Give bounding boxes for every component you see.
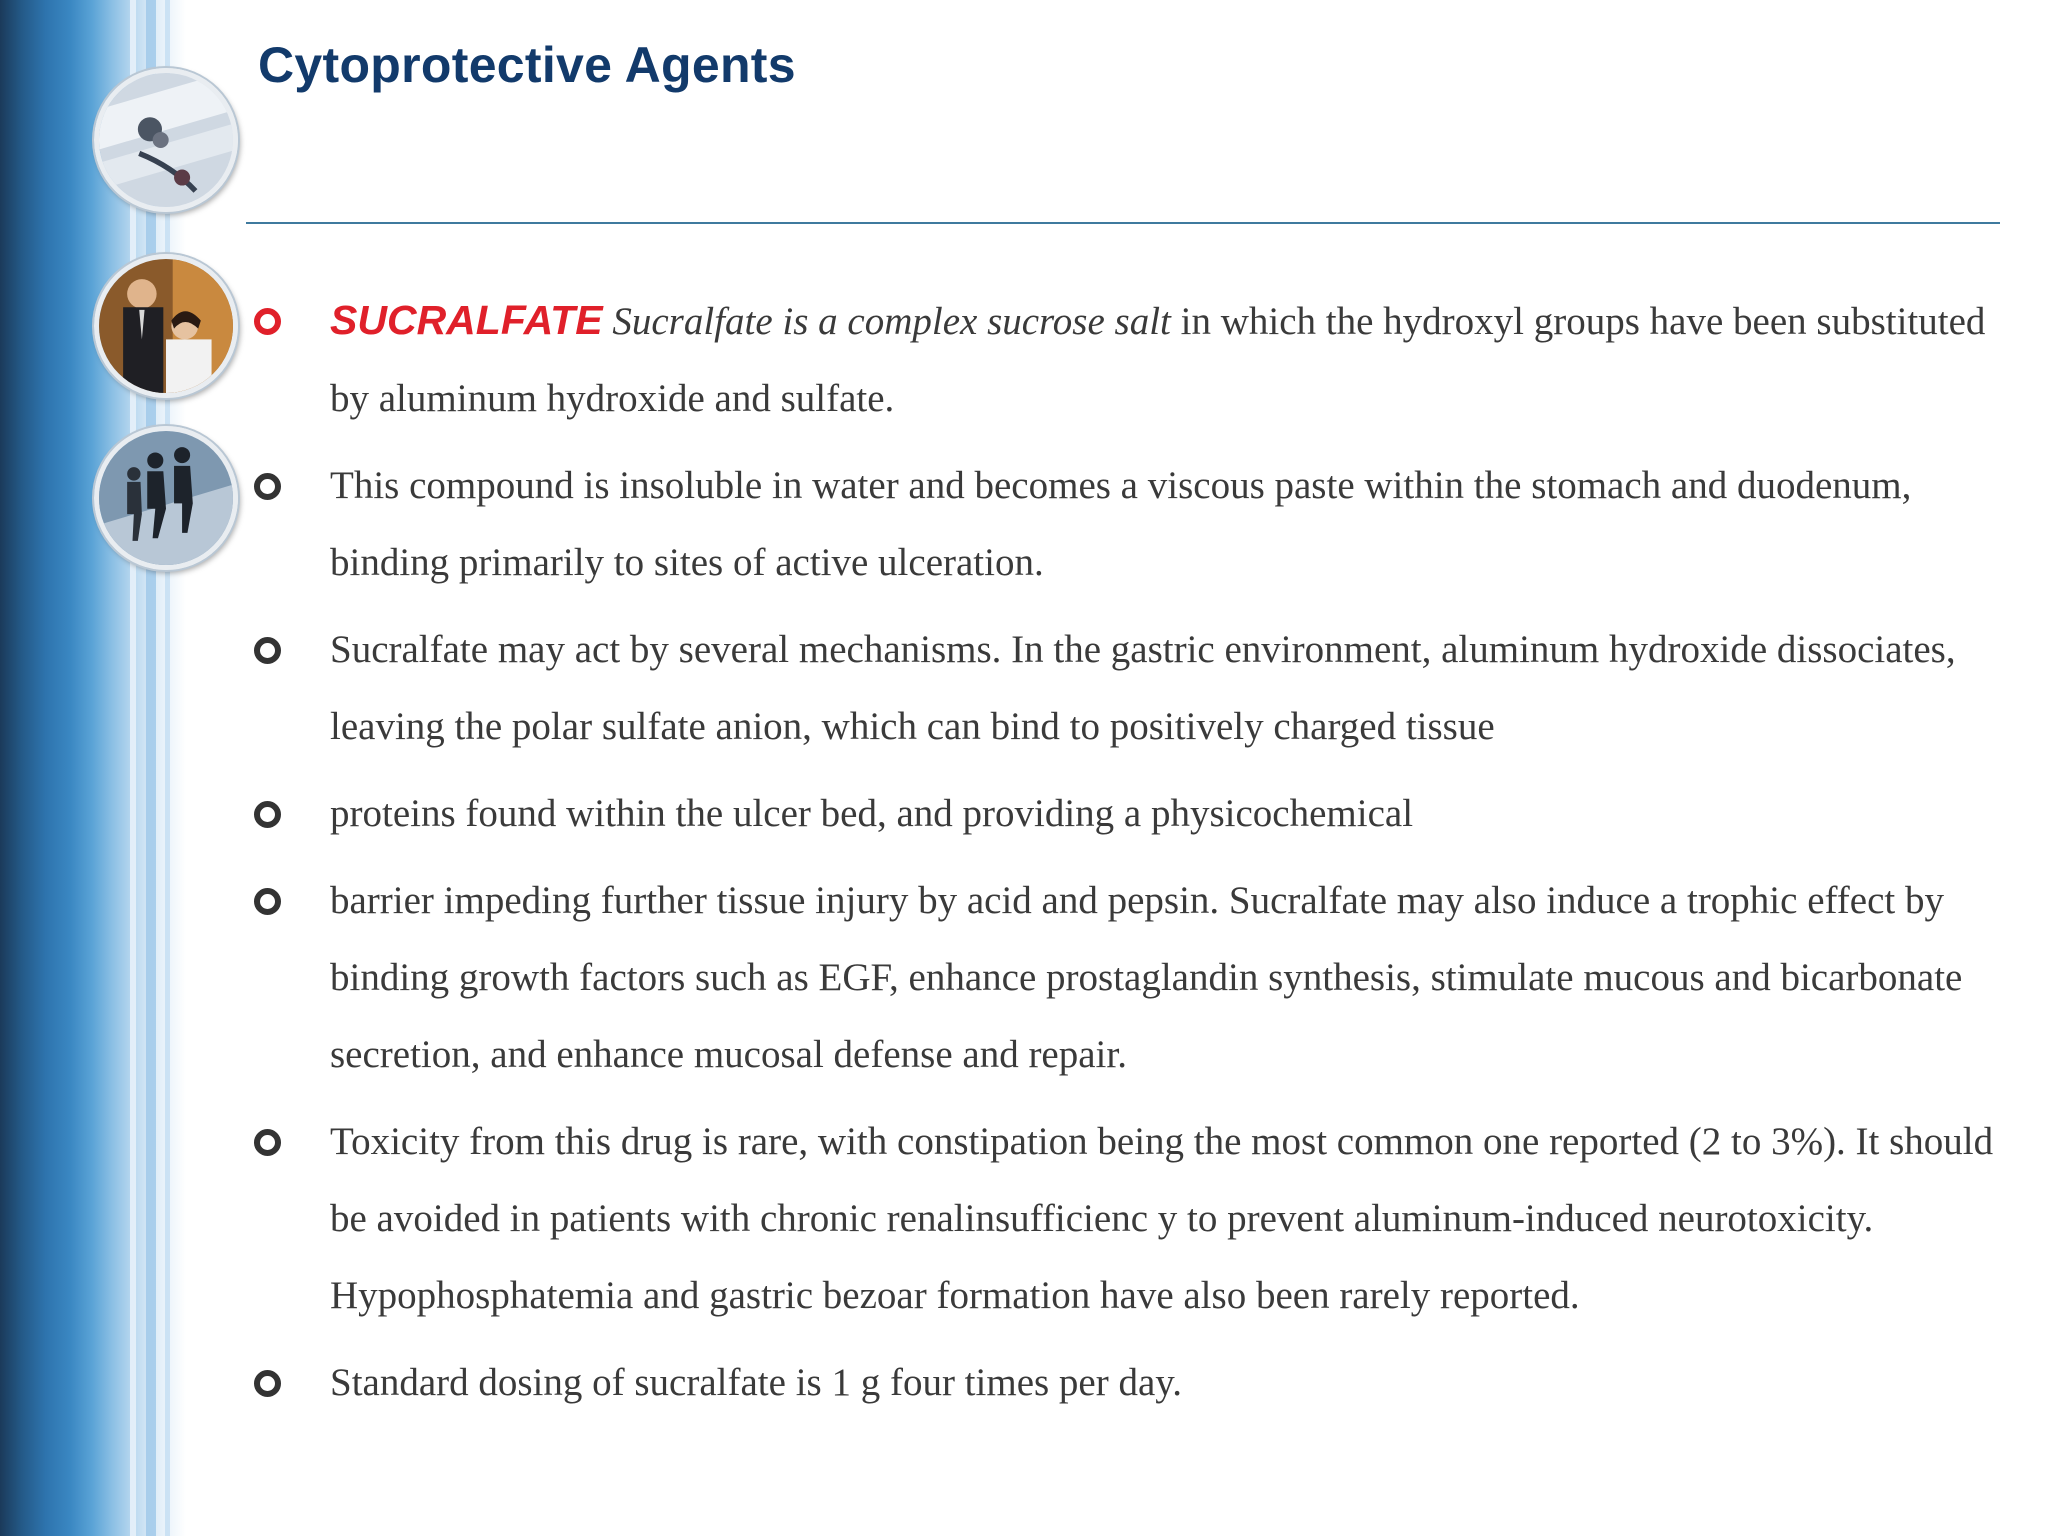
sidebar-stripe: [165, 0, 170, 1536]
sidebar-stripe: [130, 0, 136, 1536]
sidebar-stripe: [146, 0, 156, 1536]
ring-bullet-icon: [254, 1370, 281, 1397]
bullet-list: [250, 282, 2010, 1431]
list-item: [250, 282, 2010, 437]
list-item: [250, 1103, 2010, 1334]
ring-bullet-icon: [254, 308, 281, 335]
ring-bullet-icon: [254, 888, 281, 915]
italic-lead: Sucralfate is a complex sucrose salt: [612, 300, 1171, 343]
photo-walking-people: [94, 426, 238, 570]
bullet-text: Toxicity from this drug is rare, with constipation being the most common one reported (2 to 3%). It should be avoided in patients with chronic renalinsufficienc y to prevent aluminum-induced neurotoxicity. Hypophosphatemia and gastric bezoar formation have also been rarely reported.: [330, 1120, 1994, 1317]
list-item: [250, 862, 2010, 1093]
list-item: [250, 611, 2010, 765]
ring-bullet-icon: [254, 473, 281, 500]
bullet-text: Sucralfate may act by several mechanisms. In the gastric environment, aluminum hydroxide dissociates, leaving the polar sulfate anion, which can bind to positively charged tissue: [330, 628, 1956, 748]
photo-business-people: [94, 254, 238, 398]
keyword: SUCRALFATE: [330, 297, 603, 343]
list-item: [250, 1344, 2010, 1421]
bullet-text: Standard dosing of sucralfate is 1 g four times per day.: [330, 1361, 1183, 1404]
bullet-text: proteins found within the ulcer bed, and providing a physicochemical: [330, 792, 1414, 835]
list-item: [250, 775, 2010, 852]
ring-bullet-icon: [254, 1129, 281, 1156]
ring-bullet-icon: [254, 637, 281, 664]
ring-bullet-icon: [254, 801, 281, 828]
photo-stethoscope: [94, 68, 238, 212]
sidebar-gradient: [0, 0, 186, 1536]
bullet-text: in which the hydroxyl groups have been substituted by aluminum hydroxide and sulfate.: [330, 300, 1986, 420]
title-divider: [246, 222, 2000, 224]
bullet-text: barrier impeding further tissue injury by acid and pepsin. Sucralfate may also induce a trophic effect by binding growth factors such as EGF, enhance prostaglandin synthesis, stimulate mucous and bicarbonate secretion, and enhance mucosal defense and repair.: [330, 879, 1963, 1076]
slide-title: Cytoprotective Agents: [258, 37, 796, 93]
bullet-text: This compound is insoluble in water and becomes a viscous paste within the stomach and duodenum, binding primarily to sites of active ulceration.: [330, 464, 1912, 584]
list-item: [250, 447, 2010, 601]
